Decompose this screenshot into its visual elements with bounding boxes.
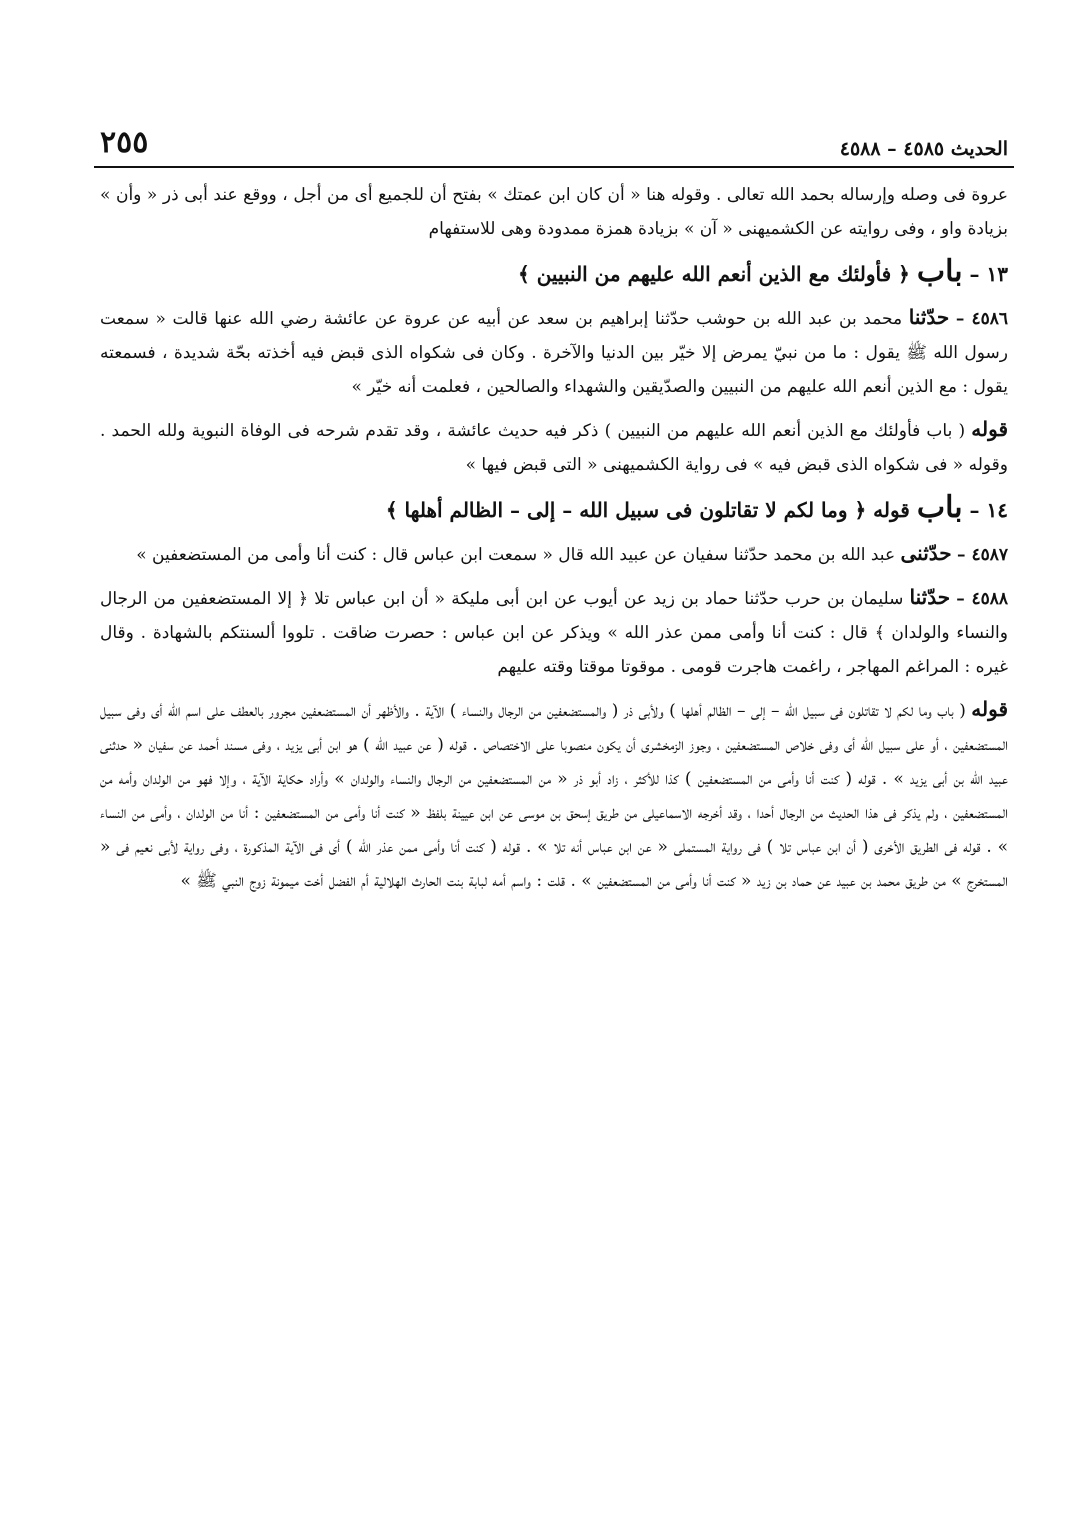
hadith-number: ٤٥٨٨ – xyxy=(956,589,1009,609)
hadith-range: الحديث ٤٥٨٥ – ٤٥٨٨ xyxy=(839,138,1008,160)
chapter-heading-13 xyxy=(100,254,1008,292)
chapter-title: قوله ﴿ وما لكم لا تقاتلون فى سبيل الله – إلى – الظالم أهلها ﴾ xyxy=(385,498,910,522)
chapter-word: باب xyxy=(916,254,963,289)
commentary-text: ( باب فأولئك مع الذين أنعم الله عليهم من النبيين ) ذكر فيه حديث عائشة ، وقد تقدم شرحه فى الوفاة النبوية ولله الحمد . وقوله « فى شكواه الذى قبض فيه » فى رواية الكشميهنى « التى قبض فيها » xyxy=(100,421,1008,475)
hadith-4587 xyxy=(100,536,1008,572)
chapter-word: باب xyxy=(916,490,963,525)
hadith-4588 xyxy=(100,580,1008,684)
commentary-continuation: عروة فى وصله وإرساله بحمد الله تعالى . وقوله هنا « أن كان ابن عمتك » بفتح أن للجميع أى من أجل ، ووقع عند أبى ذر « وأن » بزيادة واو ، وفى روايته عن الكشميهنى « آن » بزيادة همزة ممدودة وهى للاستفهام xyxy=(100,185,1008,239)
commentary-lead: قوله xyxy=(971,417,1009,441)
commentary-4588 xyxy=(100,692,1008,898)
page-number: ٢٥٥ xyxy=(100,125,149,160)
commentary-lead: قوله xyxy=(971,697,1009,721)
hadith-text: عبد الله بن محمد حدّثنا سفيان عن عبيد الله قال « سمعت ابن عباس قال : كنت أنا وأمى من المستضعفين » xyxy=(136,545,896,565)
hadith-number: ٤٥٨٦ – xyxy=(955,309,1009,329)
hadith-text: محمد بن عبد الله بن حوشب حدّثنا إبراهيم بن سعد عن أبيه عن عروة عن عائشة رضي الله عنها قالت « سمعت رسول الله ﷺ يقول : ما من نبيّ يمرض إلا خيّر بين الدنيا والآخرة . وكان فى شكواه الذى قبض فيه أخذته بحّة شديدة ، فسمعته يقول : مع الذين أنعم الله عليهم من النبيين والصدّيقين والشهداء والصالحين ، فعلمت أنه خيّر » xyxy=(100,309,1008,397)
chapter-number: ١٣ – xyxy=(969,262,1008,286)
hadith-lead: حدّثنا xyxy=(908,305,950,329)
page-header xyxy=(100,118,1008,160)
chapter-heading-14 xyxy=(100,490,1008,528)
commentary-4586 xyxy=(100,412,1008,482)
chapter-title: ﴿ فأولئك مع الذين أنعم الله عليهم من النبيين ﴾ xyxy=(518,262,910,286)
hadith-lead: حدّثنى xyxy=(900,541,952,565)
hadith-4586 xyxy=(100,300,1008,404)
commentary-text: ( باب وما لكم لا تقاتلون فى سبيل الله – إلى – الظالم أهلها ) ولأبى ذر ( والمستضعفين من الرجال والنساء ) الآية . والأظهر أن المستضعفين مجرور بالعطف على اسم الله أى وفى سبيل المستضعفين ، أو على سبيل الله أى وفى خلاص المستضعفين ، وجوز الزمخشرى أن يكون منصوبا على الاختصاص . قوله ( عن عبيد الله ) هو ابن أبى يزيد ، وفى مسند أحمد عن سفيان « حدثنى عبيد الله بن أبى يزيد » . قوله ( كنت أنا وأمى من المستضعفين ) كذا للأكثر ، زاد أبو ذر « من المستضعفين من الرجال والنساء والولدان » وأراد حكاية الآية ، وإلا فهو من الولدان وأمه من المستضعفين ، ولم يذكر فى هذا الحديث من الرجال أحدا ، وقد أخرجه الاسماعيلى من طريق إسحق بن موسى عن ابن عيينة بلفظ « كنت أنا وأمى من المستضعفين : أنا من الولدان ، وأمى من النساء » . قوله فى الطريق الأخرى ( أن ابن عباس تلا ) فى رواية المستملى « عن ابن عباس أنه تلا » . قوله ( كنت أنا وأمى ممن عذر الله ) أى فى الآية المذكورة ، وفى رواية لأبى نعيم فى « المستخرج » من طريق محمد بن عبيد عن حماد بن زيد « كنت أنا وأمى من المستضعفين » . قلت : واسم أمه لبابة بنت الحارث الهلالية أم الفضل أخت ميمونة زوج النبي ﷺ » xyxy=(100,701,1008,891)
chapter-number: ١٤ – xyxy=(969,498,1008,522)
hadith-number: ٤٥٨٧ – xyxy=(957,545,1008,565)
header-rule xyxy=(94,166,1014,168)
hadith-lead: حدّثنا xyxy=(909,585,951,609)
page-body xyxy=(100,178,1008,898)
hadith-text: سليمان بن حرب حدّثنا حماد بن زيد عن أيوب عن ابن أبى مليكة « أن ابن عباس تلا ﴿ إلا المستضعفين من الرجال والنساء والولدان ﴾ قال : كنت أنا وأمى ممن عذر الله » ويذكر عن ابن عباس : حصرت ضاقت . تلووا ألسنتكم بالشهادة . وقال غيره : المراغم المهاجر ، راغمت هاجرت قومى . موقوتا موقتا وقته عليهم xyxy=(100,589,1008,677)
